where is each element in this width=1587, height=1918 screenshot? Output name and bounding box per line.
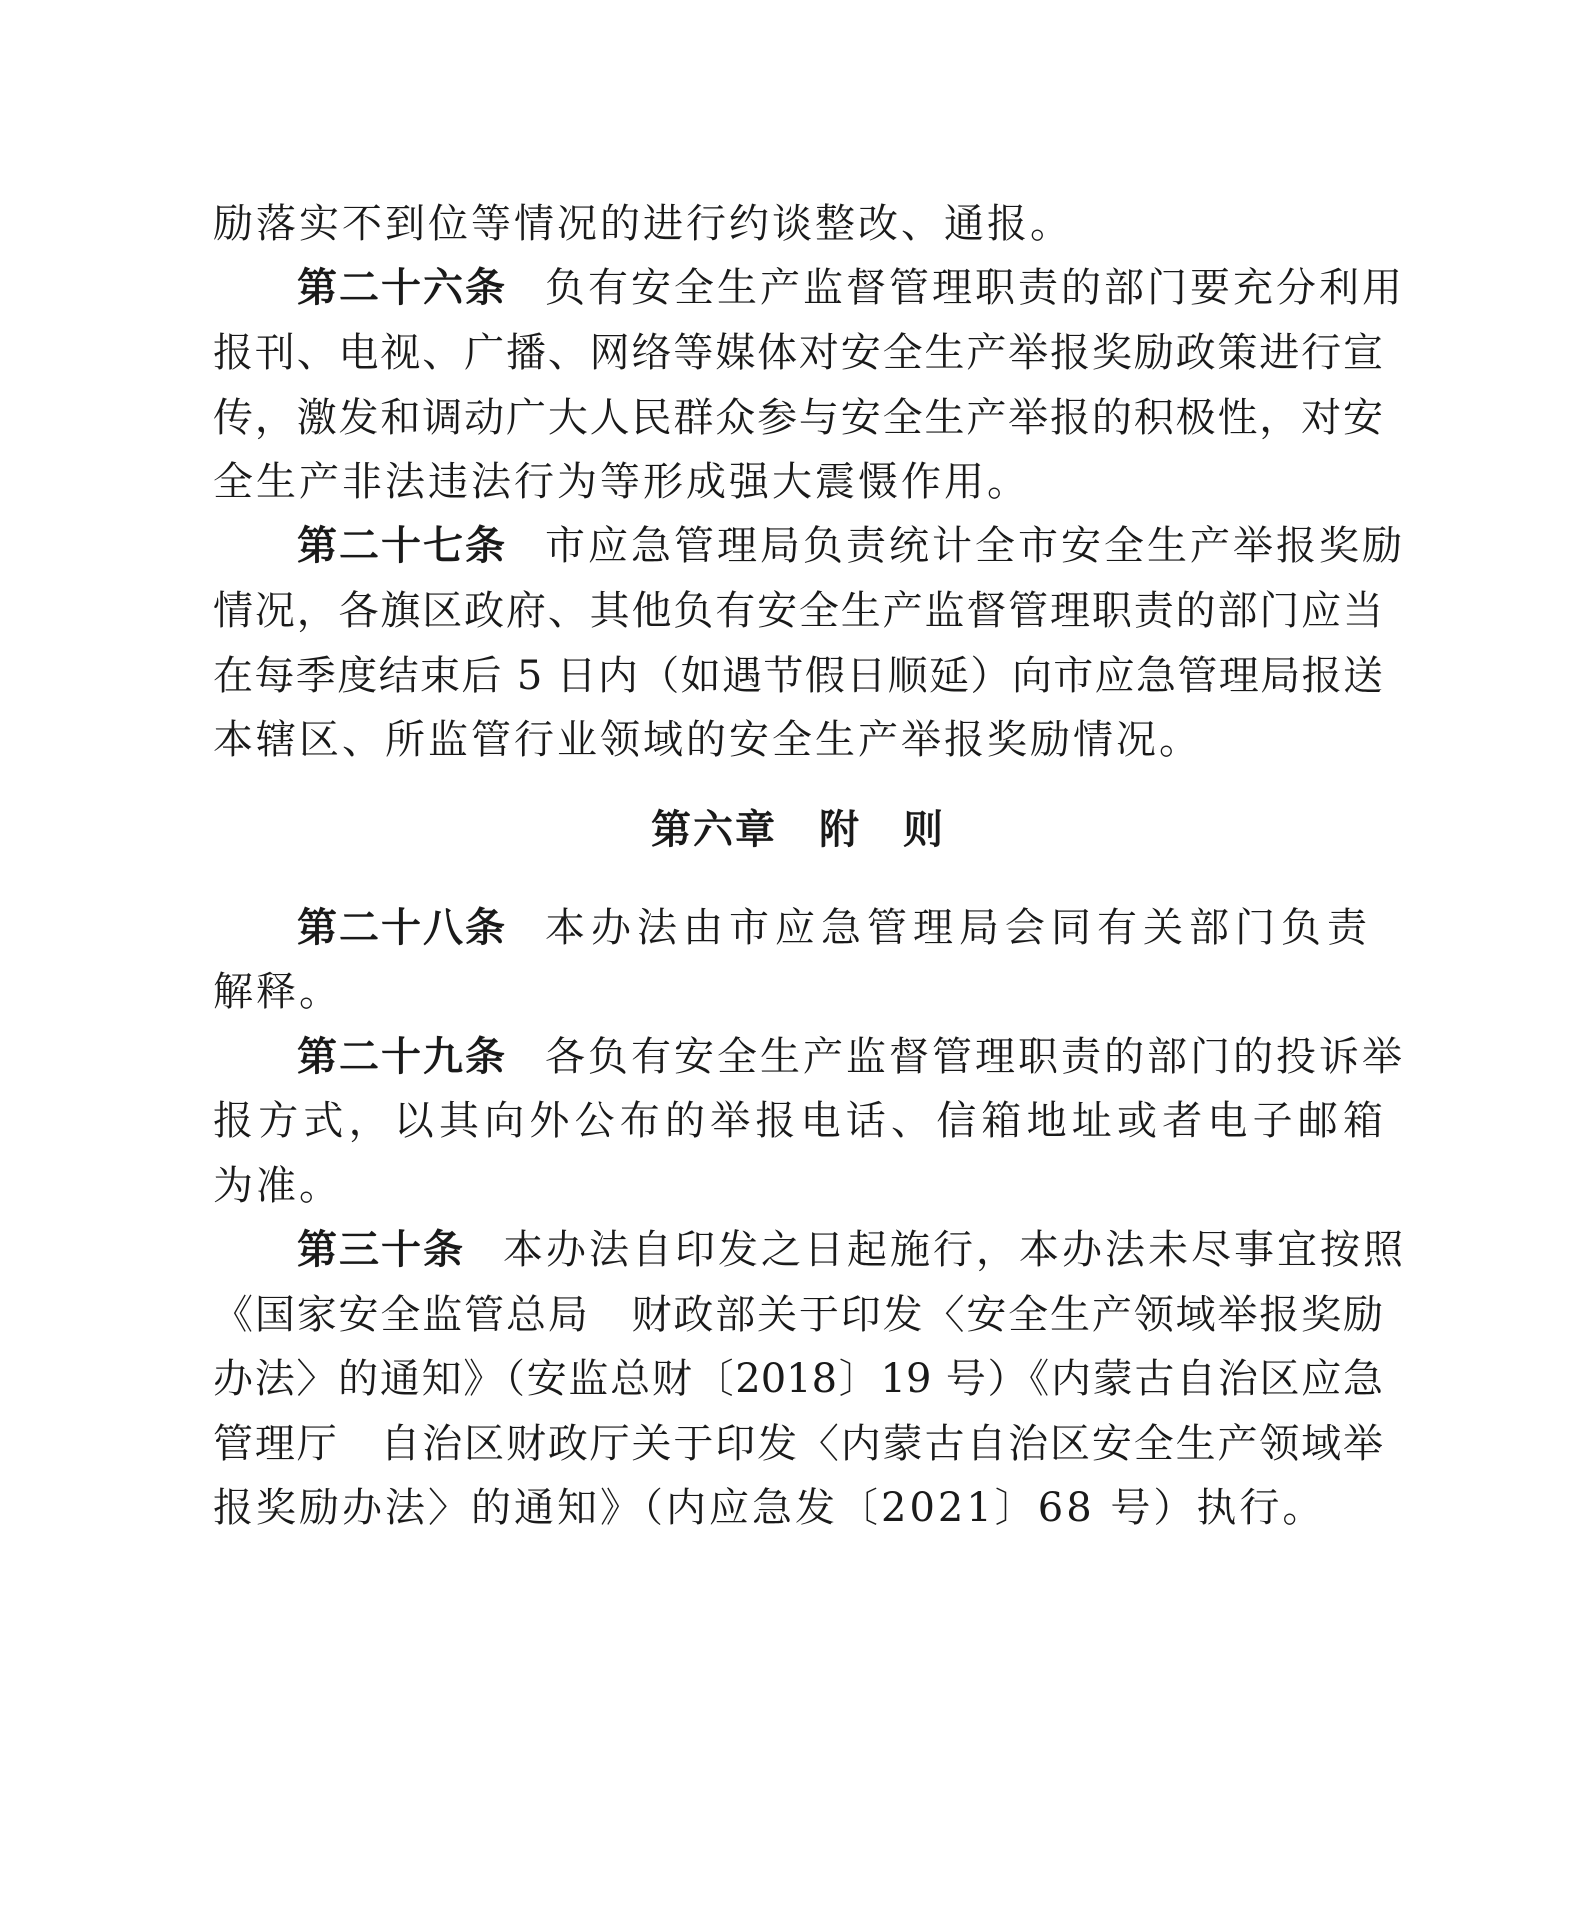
article-27-label: 第二十七条: [297, 523, 507, 569]
paragraph-line: 解释。: [213, 969, 342, 1015]
paragraph-line: 办法〉的通知》（安监总财〔2018〕19 号）《内蒙古自治区应急: [213, 1356, 1383, 1402]
paragraph-line: 全生产非法违法行为等形成强大震慑作用。: [213, 459, 1030, 505]
article-29-label: 第二十九条: [297, 1034, 507, 1080]
paragraph-line: 在每季度结束后 5 日内（如遇节假日顺延）向市应急管理局报送: [213, 653, 1383, 699]
article-30-label: 第三十条: [297, 1227, 465, 1273]
paragraph-line: 本辖区、所监管行业领域的安全生产举报奖励情况。: [213, 717, 1202, 763]
article-28-text: 本办法由市应急管理局会同有关部门负责: [545, 905, 1373, 951]
chapter-heading: 第六章 附 则: [651, 807, 945, 853]
article-30-text: 本办法自印发之日起施行，本办法未尽事宜按照: [503, 1227, 1406, 1273]
article-29-text: 各负有安全生产监督管理职责的部门的投诉举: [545, 1034, 1405, 1080]
paragraph-line: 传，激发和调动广大人民群众参与安全生产举报的积极性，对安: [213, 395, 1383, 441]
article-27-text: 市应急管理局负责统计全市安全生产举报奖励: [545, 523, 1405, 569]
paragraph-line: 情况，各旗区政府、其他负有安全生产监督管理职责的部门应当: [213, 588, 1383, 634]
paragraph-line: 报奖励办法〉的通知》（内应急发〔2021〕68 号）执行。: [213, 1485, 1326, 1531]
article-26-text: 负有安全生产监督管理职责的部门要充分利用: [545, 265, 1405, 311]
article-28-label: 第二十八条: [297, 905, 507, 951]
paragraph-line: 励落实不到位等情况的进行约谈整改、通报。: [213, 201, 1073, 247]
paragraph-line: 报刊、电视、广播、网络等媒体对安全生产举报奖励政策进行宣: [213, 330, 1383, 376]
article-26-label: 第二十六条: [297, 265, 507, 311]
paragraph-line: 《国家安全监管总局 财政部关于印发〈安全生产领域举报奖励: [213, 1292, 1383, 1338]
paragraph-line: 管理厅 自治区财政厅关于印发〈内蒙古自治区安全生产领域举: [213, 1421, 1383, 1467]
paragraph-line: 为准。: [213, 1163, 342, 1209]
paragraph-line: 报方式，以其向外公布的举报电话、信箱地址或者电子邮箱: [213, 1098, 1383, 1144]
